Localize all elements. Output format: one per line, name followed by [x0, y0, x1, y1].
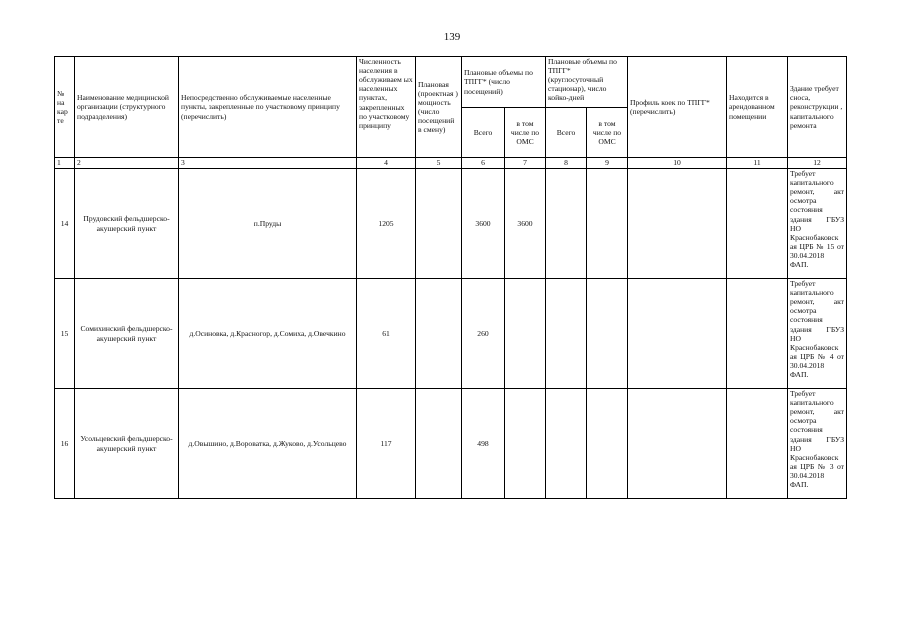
header-requires-repair: Здание требует сноса, реконструкции , капитального ремонта: [788, 57, 847, 158]
visits-total: 3600: [462, 169, 505, 279]
page-number: 139: [443, 31, 461, 43]
row-number: 15: [55, 279, 75, 389]
visits-total: 260: [462, 279, 505, 389]
settlements: д.Осиновка, д.Красногор, д.Сомиха, д.Овечкино: [179, 279, 357, 389]
rented: [727, 389, 788, 499]
beds-total: [546, 169, 587, 279]
column-number: 12: [788, 158, 847, 169]
header-population: Численность населения в обслуживаем ых населенных пунктах, закрепленных по участковому принципу: [357, 57, 416, 158]
column-number: 8: [546, 158, 587, 169]
settlements: п.Пруды: [179, 169, 357, 279]
beds-oms: [587, 169, 628, 279]
repair-note: Требует капитального ремонт, акт осмотра состояния здания ГБУЗ НО Краснобаковск ая ЦРБ № 15 от 30.04.2018 ФАП.: [788, 169, 847, 279]
column-number: 4: [357, 158, 416, 169]
repair-note: Требует капитального ремонт, акт осмотра состояния здания ГБУЗ НО Краснобаковск ая ЦРБ № 4 от 30.04.2018 ФАП.: [788, 279, 847, 389]
column-number: 7: [505, 158, 546, 169]
header-visits-oms: в том числе по ОМС: [505, 108, 546, 158]
row-number: 16: [55, 389, 75, 499]
organization-name: Сомихинский фельдшерско-акушерский пункт: [75, 279, 179, 389]
header-organization: Наименование медицинской организации (структурного подразделения): [75, 57, 179, 158]
rented: [727, 169, 788, 279]
population: 61: [357, 279, 416, 389]
header-capacity: Плановая (проектная ) мощность (число посещений в смену): [416, 57, 462, 158]
header-planned-visits: Плановые объемы по ТПГГ* (число посещений): [462, 57, 546, 108]
header-visits-total: Всего: [462, 108, 505, 158]
header-settlements: Непосредственно обслуживаемые населенные пункты, закрепленные по участковому принципу (перечислить): [179, 57, 357, 158]
column-number: 2: [75, 158, 179, 169]
column-number: 1: [55, 158, 75, 169]
population: 117: [357, 389, 416, 499]
header-beds-oms: в том числе по ОМС: [587, 108, 628, 158]
header-beds-total: Всего: [546, 108, 587, 158]
population: 1205: [357, 169, 416, 279]
column-number: 11: [727, 158, 788, 169]
column-number: 10: [628, 158, 727, 169]
beds-total: [546, 279, 587, 389]
repair-note: Требует капитального ремонт, акт осмотра состояния здания ГБУЗ НО Краснобаковск ая ЦРБ № 3 от 30.04.2018 ФАП.: [788, 389, 847, 499]
bed-profile: [628, 169, 727, 279]
beds-oms: [587, 279, 628, 389]
header-number: № на кар те: [55, 57, 75, 158]
visits-oms: 3600: [505, 169, 546, 279]
capacity: [416, 169, 462, 279]
column-number-row: [55, 158, 847, 169]
rented: [727, 279, 788, 389]
visits-oms: [505, 389, 546, 499]
capacity: [416, 389, 462, 499]
organization-name: Усольцевский фельдшерско-акушерский пункт: [75, 389, 179, 499]
bed-profile: [628, 279, 727, 389]
table-row: [55, 279, 847, 389]
column-number: 9: [587, 158, 628, 169]
bed-profile: [628, 389, 727, 499]
organization-name: Прудовский фельдшерско-акушерский пункт: [75, 169, 179, 279]
beds-oms: [587, 389, 628, 499]
visits-total: 498: [462, 389, 505, 499]
table-row: [55, 389, 847, 499]
beds-total: [546, 389, 587, 499]
capacity: [416, 279, 462, 389]
header-planned-bed-days: Плановые объемы по ТПГГ* (круглосуточный стационар), число койко-дней: [546, 57, 628, 108]
column-number: 6: [462, 158, 505, 169]
header-row: [55, 57, 847, 108]
header-rented: Находится в арендованном помещении: [727, 57, 788, 158]
row-number: 14: [55, 169, 75, 279]
medical-facilities-table: [54, 56, 847, 499]
column-number: 5: [416, 158, 462, 169]
header-bed-profile: Профиль коек по ТПГГ* (перечислить): [628, 57, 727, 158]
table-row: [55, 169, 847, 279]
settlements: д.Овышино, д.Вороватка, д.Жуково, д.Усольцево: [179, 389, 357, 499]
visits-oms: [505, 279, 546, 389]
column-number: 3: [179, 158, 357, 169]
